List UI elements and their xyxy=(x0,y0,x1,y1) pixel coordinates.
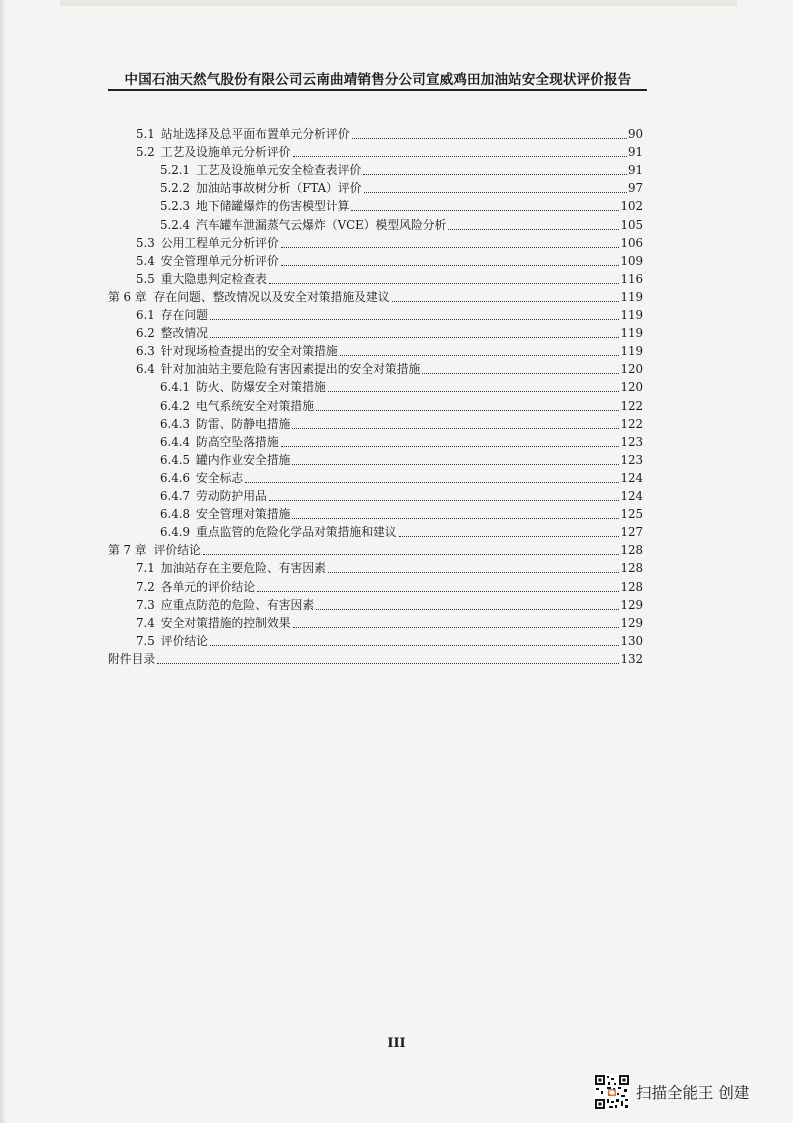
toc-dot-leader xyxy=(210,645,620,646)
toc-entry-number: 5.2.4 xyxy=(160,217,191,232)
toc-entry-page: 128 xyxy=(620,561,643,576)
toc-dot-leader xyxy=(292,464,619,465)
scan-edge xyxy=(0,0,6,1123)
toc-entry-title: 存在问题、整改情况以及安全对策措施及建议 xyxy=(153,289,390,304)
toc-entry-title: 电气系统安全对策措施 xyxy=(196,398,315,413)
toc-entry-title: 站址选择及总平面布置单元分析评价 xyxy=(160,127,350,141)
toc-entry-title: 公用工程单元分析评价 xyxy=(160,235,279,250)
toc-entry-page: 119 xyxy=(620,326,643,341)
toc-dot-leader xyxy=(157,663,619,664)
toc-dot-leader xyxy=(363,174,627,175)
toc-entry-number: 5.2.3 xyxy=(160,199,191,214)
toc-entry-page: 119 xyxy=(620,308,643,322)
toc-entry-number: 6.4 xyxy=(136,362,155,377)
toc-entry xyxy=(108,650,643,668)
toc-entry-page: 122 xyxy=(620,416,643,431)
toc-entry xyxy=(136,614,643,632)
toc-entry-page: 102 xyxy=(620,199,643,214)
toc-entry-number: 7.4 xyxy=(136,615,155,630)
toc-entry-page: 125 xyxy=(620,507,643,522)
toc-entry-page: 119 xyxy=(620,289,643,304)
header-rule xyxy=(108,89,647,91)
toc-entry-number: 6.4.2 xyxy=(160,398,191,413)
toc-entry xyxy=(160,216,643,234)
toc-entry-title: 存在问题 xyxy=(160,308,208,322)
toc-entry-title: 重点监管的危险化学品对策措施和建议 xyxy=(196,525,397,540)
toc-entry-number: 5.4 xyxy=(136,253,155,268)
toc-dot-leader xyxy=(352,138,627,139)
toc-dot-leader xyxy=(292,518,619,519)
toc-entry xyxy=(160,505,643,523)
toc-entry-number: 5.1 xyxy=(136,127,155,141)
toc-entry-number: 6.4.5 xyxy=(160,452,191,467)
toc-entry-title: 附件目录 xyxy=(108,651,156,666)
toc-entry-page: 91 xyxy=(627,163,643,178)
toc-entry-title: 应重点防范的危险、有害因素 xyxy=(160,597,315,612)
toc-entry-page: 123 xyxy=(620,452,643,467)
toc-dot-leader xyxy=(210,337,620,338)
toc-entry-page: 128 xyxy=(620,579,643,594)
toc-dot-leader xyxy=(392,301,620,302)
running-header: 中国石油天然气股份有限公司云南曲靖销售分公司宣威鸡田加油站安全现状评价报告 xyxy=(124,72,632,88)
toc-dot-leader xyxy=(316,410,619,411)
toc-entry-page: 128 xyxy=(620,543,643,558)
toc-entry xyxy=(160,523,643,541)
toc-entry xyxy=(136,559,643,577)
toc-entry-number: 5.3 xyxy=(136,235,155,250)
toc-entry-page: 129 xyxy=(620,597,643,612)
toc-entry-number: 6.4.9 xyxy=(160,525,191,540)
toc-entry xyxy=(160,451,643,469)
toc-entry-title: 安全对策措施的控制效果 xyxy=(160,615,291,630)
toc-entry-title: 安全管理对策措施 xyxy=(196,507,291,522)
toc-entry-title: 劳动防护用品 xyxy=(196,489,267,503)
toc-dot-leader xyxy=(281,247,620,248)
toc-dot-leader xyxy=(293,156,627,157)
toc-dot-leader xyxy=(364,192,627,193)
toc-entry-title: 评价结论 xyxy=(153,543,201,558)
toc-entry-page: 119 xyxy=(620,344,643,359)
toc-dot-leader xyxy=(281,446,620,447)
toc-entry xyxy=(136,342,643,360)
toc-entry-number: 6.4.7 xyxy=(160,489,191,503)
toc-entry-number: 5.2.2 xyxy=(160,181,191,196)
toc-entry xyxy=(160,197,643,215)
toc-entry xyxy=(160,469,643,487)
toc-entry xyxy=(160,487,643,505)
toc-entry xyxy=(160,179,643,197)
toc-entry-page: 106 xyxy=(620,235,643,250)
toc-entry-number: 6.4.4 xyxy=(160,434,191,449)
toc-entry-title: 地下储罐爆炸的伤害模型计算 xyxy=(196,199,350,214)
toc-entry-title: 重大隐患判定检查表 xyxy=(160,271,267,286)
toc-dot-leader xyxy=(245,482,619,483)
toc-entry xyxy=(108,288,643,306)
toc-entry-title: 针对加油站主要危险有害因素提出的安全对策措施 xyxy=(160,362,421,377)
toc-entry-number: 6.3 xyxy=(136,344,155,359)
toc-entry-number: 6.4.6 xyxy=(160,470,191,485)
toc-entry-number: 6.4.8 xyxy=(160,507,191,522)
toc-entry xyxy=(160,415,643,433)
toc-entry-page: 90 xyxy=(627,127,643,141)
toc-entry-title: 汽车罐车泄漏蒸气云爆炸（VCE）模型风险分析 xyxy=(196,217,447,232)
toc-entry-page: 129 xyxy=(620,615,643,630)
toc-dot-leader xyxy=(292,428,619,429)
toc-entry xyxy=(136,234,643,252)
toc-dot-leader xyxy=(328,572,620,573)
toc-entry xyxy=(160,378,643,396)
toc-entry-title: 罐内作业安全措施 xyxy=(196,452,291,467)
toc-dot-leader xyxy=(269,500,620,501)
toc-entry-number: 6.2 xyxy=(136,326,155,341)
toc-entry-title: 评价结论 xyxy=(160,633,208,648)
toc-entry-page: 130 xyxy=(620,633,643,648)
toc-entry-page: 127 xyxy=(620,525,643,540)
scan-top-strip xyxy=(60,0,737,6)
toc-entry-number: 7.3 xyxy=(136,597,155,612)
toc-entry-number: 7.5 xyxy=(136,633,155,648)
toc-entry xyxy=(136,143,643,161)
toc-entry xyxy=(136,324,643,342)
toc-entry-number: 第 7 章 xyxy=(108,543,147,558)
toc-entry-page: 109 xyxy=(620,253,643,268)
toc-dot-leader xyxy=(422,373,619,374)
toc-entry-title: 工艺及设施单元分析评价 xyxy=(160,145,291,160)
toc-entry-page: 97 xyxy=(627,181,643,196)
toc-entry-number: 5.2.1 xyxy=(160,163,191,178)
toc-dot-leader xyxy=(210,319,620,320)
toc-entry-title: 防雷、防静电措施 xyxy=(196,416,291,431)
toc-entry-page: 105 xyxy=(620,217,643,232)
page-number: III xyxy=(387,1036,406,1051)
toc-entry xyxy=(108,541,643,559)
toc-entry-title: 安全管理单元分析评价 xyxy=(160,253,279,268)
toc-entry xyxy=(136,596,643,614)
toc-entry xyxy=(136,125,643,143)
toc-entry-number: 7.2 xyxy=(136,579,155,594)
toc-dot-leader xyxy=(257,591,619,592)
toc-entry-number: 5.5 xyxy=(136,271,155,286)
toc-entry-page: 116 xyxy=(620,271,643,286)
toc-dot-leader xyxy=(448,229,619,230)
toc-entry-page: 123 xyxy=(620,434,643,449)
toc-dot-leader xyxy=(328,391,620,392)
toc-entry-number: 第 6 章 xyxy=(108,289,147,304)
toc-dot-leader xyxy=(269,283,620,284)
toc-entry-number: 6.4.3 xyxy=(160,416,191,431)
scanner-watermark xyxy=(594,1070,749,1114)
toc-dot-leader xyxy=(351,210,619,211)
toc-entry-number: 7.1 xyxy=(136,561,155,576)
toc-entry xyxy=(160,397,643,415)
toc-entry-title: 整改情况 xyxy=(160,326,208,341)
toc-entry-number: 6.4.1 xyxy=(160,380,191,395)
toc-entry xyxy=(160,161,643,179)
toc-entry-title: 防火、防爆安全对策措施 xyxy=(196,380,326,395)
toc-dot-leader xyxy=(293,627,620,628)
toc-entry-page: 124 xyxy=(620,489,643,503)
toc-entry-title: 针对现场检查提出的安全对策措施 xyxy=(160,344,338,359)
toc-entry xyxy=(160,433,643,451)
toc-entry-page: 132 xyxy=(620,651,643,666)
toc-dot-leader xyxy=(340,355,620,356)
toc-entry-page: 91 xyxy=(627,145,643,160)
watermark-text: 扫描全能王 创建 xyxy=(636,1084,750,1102)
toc-entry-page: 124 xyxy=(620,470,643,485)
toc-entry-number: 6.1 xyxy=(136,308,155,322)
toc-entry-page: 122 xyxy=(620,398,643,413)
toc-entry-title: 加油站存在主要危险、有害因素 xyxy=(160,561,326,576)
toc-entry-title: 工艺及设施单元安全检查表评价 xyxy=(196,163,362,178)
toc-entry-page: 120 xyxy=(620,380,643,395)
toc-entry-page: 120 xyxy=(620,362,643,377)
toc-entry xyxy=(136,578,643,596)
toc-dot-leader xyxy=(203,554,620,555)
toc-entry xyxy=(136,632,643,650)
toc-dot-leader xyxy=(399,536,620,537)
toc-entry-number: 5.2 xyxy=(136,145,155,160)
toc-entry-title: 各单元的评价结论 xyxy=(160,579,256,594)
toc-entry-title: 安全标志 xyxy=(196,470,244,485)
toc-dot-leader xyxy=(281,265,620,266)
toc-entry xyxy=(136,252,643,270)
qr-code-icon xyxy=(594,1074,630,1110)
toc-entry xyxy=(136,270,643,288)
toc-entry xyxy=(136,360,643,378)
toc-entry-title: 加油站事故树分析（FTA）评价 xyxy=(196,181,362,196)
toc-entry xyxy=(136,306,643,324)
toc-entry-title: 防高空坠落措施 xyxy=(196,434,279,449)
toc-dot-leader xyxy=(316,609,619,610)
